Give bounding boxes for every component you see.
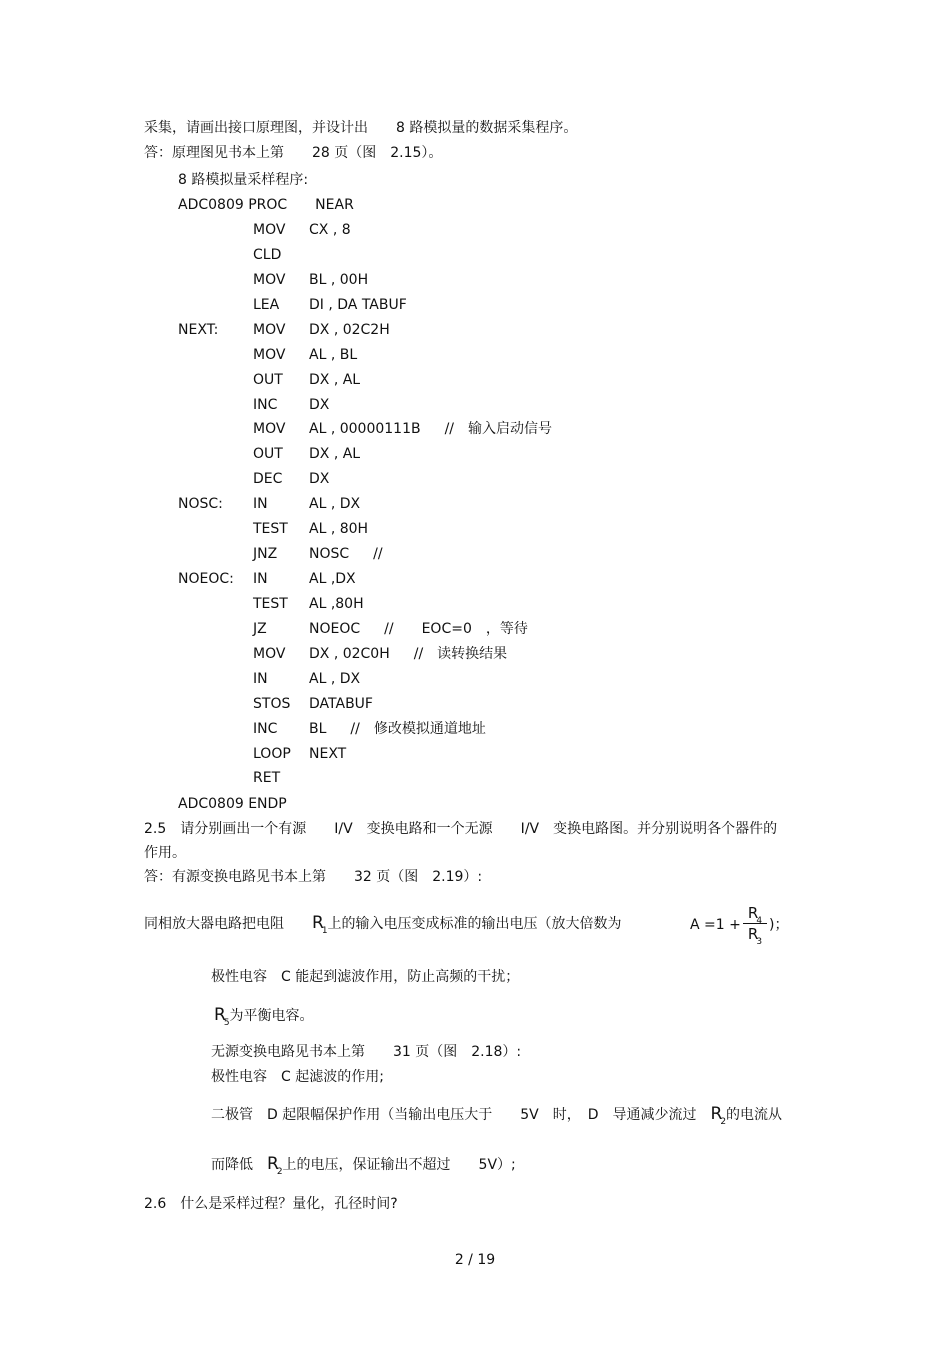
- code-operands: AL , DX: [309, 496, 361, 512]
- fraction-numerator: $R_4$: [747, 904, 763, 926]
- code-operands: AL , 00000111B: [309, 421, 421, 437]
- code-line: [253, 371, 360, 389]
- code-operands: AL ,80H: [309, 596, 364, 612]
- code-comment: //: [373, 546, 383, 562]
- code-opcode: OUT: [253, 446, 283, 462]
- code-line: [253, 670, 360, 688]
- page-number: 2 / 19: [454, 1252, 496, 1268]
- code-opcode: JZ: [253, 621, 267, 637]
- code-operands: DX , 02C0H: [309, 646, 390, 662]
- code-operands: BL: [309, 721, 327, 737]
- code-line: [253, 720, 486, 738]
- fraction-denominator: $R_3$: [747, 925, 763, 947]
- code-footer: ADC0809 ENDP: [178, 796, 287, 812]
- code-operands: DX: [309, 471, 330, 487]
- code-opcode: INC: [253, 721, 278, 737]
- code-label: NEXT:: [178, 322, 219, 338]
- code-operands: DX: [309, 397, 330, 413]
- code-comment: // 读转换结果: [413, 646, 508, 662]
- code-opcode: RET: [253, 770, 281, 786]
- amplifier-description: 同相放大器电路把电阻 $R_1$上的输入电压变成标准的输出电压（放大倍数为: [144, 913, 622, 936]
- code-comment: // 修改模拟通道地址: [350, 721, 486, 737]
- gain-fraction: [743, 904, 767, 947]
- capacitor-line: 极性电容 C 能起到滤波作用，防止高频的干扰；: [211, 969, 520, 985]
- code-line: [253, 545, 383, 563]
- code-label: NOEOC:: [178, 571, 234, 587]
- code-opcode: MOV: [253, 646, 286, 662]
- code-line: [253, 296, 407, 314]
- intro-line-1: 采集，请画出接口原理图，并设计出 8 路模拟量的数据采集程序。: [144, 120, 578, 136]
- code-opcode: TEST: [253, 596, 288, 612]
- code-line: [178, 321, 390, 339]
- code-opcode: MOV: [253, 272, 286, 288]
- code-operands: DX , AL: [309, 446, 361, 462]
- code-line: [253, 396, 329, 414]
- code-operands: AL ,DX: [309, 571, 356, 587]
- code-opcode: CLD: [253, 247, 282, 263]
- code-comment: // EOC=0 ，等待: [384, 621, 528, 637]
- gain-formula-tail: )；: [769, 917, 789, 933]
- diode-line: 二极管 D 起限幅保护作用（当输出电压大于 5V 时， D 导通减少流过 $R_2$的电流从: [211, 1104, 783, 1127]
- code-opcode: MOV: [253, 322, 286, 338]
- code-operands: NEXT: [309, 746, 347, 762]
- code-operands: AL , 80H: [309, 521, 369, 537]
- code-operands: AL , DX: [309, 671, 361, 687]
- code-operands: DATABUF: [309, 696, 373, 712]
- code-line: [253, 221, 351, 239]
- code-line: [253, 420, 552, 438]
- code-opcode: DEC: [253, 471, 283, 487]
- code-opcode: IN: [253, 496, 268, 512]
- code-header: ADC0809 PROC NEAR: [178, 197, 354, 213]
- answer-2-5-line: 答：有源变换电路见书本上第 32 页（图 2.19）:: [144, 869, 483, 885]
- code-operands: DX , AL: [309, 372, 361, 388]
- code-line: [178, 570, 356, 588]
- code-comment: // 输入启动信号: [444, 421, 553, 437]
- r5-line: $R_5$为平衡电容。: [214, 1005, 314, 1028]
- code-line: [253, 645, 507, 663]
- code-opcode: JNZ: [253, 546, 278, 562]
- question-2-5-line-2: 作用。: [144, 845, 186, 861]
- code-line: [253, 695, 373, 713]
- code-opcode: STOS: [253, 696, 291, 712]
- code-line: [253, 595, 364, 613]
- question-2-5-line-1: 2.5 请分别画出一个有源 I/V 变换电路和一个无源 I/V 变换电路图。并分别说明各个器件的: [144, 821, 778, 837]
- code-opcode: LOOP: [253, 746, 291, 762]
- code-operands: BL , 00H: [309, 272, 369, 288]
- code-operands: AL , BL: [309, 347, 358, 363]
- code-line: [253, 769, 309, 787]
- intro-line-2: 答：原理图见书本上第 28 页（图 2.15）。: [144, 145, 443, 161]
- code-opcode: MOV: [253, 421, 286, 437]
- code-opcode: INC: [253, 397, 278, 413]
- code-opcode: MOV: [253, 347, 286, 363]
- code-operands: DX , 02C2H: [309, 322, 390, 338]
- code-operands: NOEOC: [309, 621, 361, 637]
- passive-circuit-line: 无源变换电路见书本上第 31 页（图 2.18）:: [211, 1044, 522, 1060]
- code-operands: CX , 8: [309, 222, 351, 238]
- code-opcode: IN: [253, 671, 268, 687]
- question-2-6-line: 2.6 什么是采样过程？量化，孔径时间?: [144, 1196, 398, 1212]
- capacitor-2-line: 极性电容 C 起滤波的作用;: [211, 1069, 384, 1085]
- reduce-voltage-line: 而降低 $R_2$上的电压，保证输出不超过 5V）;: [211, 1154, 516, 1177]
- fraction-bar: [743, 923, 767, 924]
- code-operands: DI , DA TABUF: [309, 297, 407, 313]
- code-label: NOSC:: [178, 496, 223, 512]
- code-line: [253, 620, 528, 638]
- code-line: [253, 445, 360, 463]
- code-opcode: TEST: [253, 521, 288, 537]
- code-line: [253, 745, 346, 763]
- code-opcode: MOV: [253, 222, 286, 238]
- gain-formula-left: A =1 +: [690, 917, 741, 933]
- code-opcode: IN: [253, 571, 268, 587]
- code-line: [253, 520, 368, 538]
- code-line: [253, 470, 329, 488]
- code-operands: NOSC: [309, 546, 350, 562]
- code-line: [178, 495, 360, 513]
- program-heading: 8 路模拟量采样程序:: [178, 172, 309, 188]
- code-opcode: OUT: [253, 372, 283, 388]
- code-line: [253, 346, 357, 364]
- code-line: [253, 246, 309, 264]
- code-opcode: LEA: [253, 297, 280, 313]
- code-line: [253, 271, 368, 289]
